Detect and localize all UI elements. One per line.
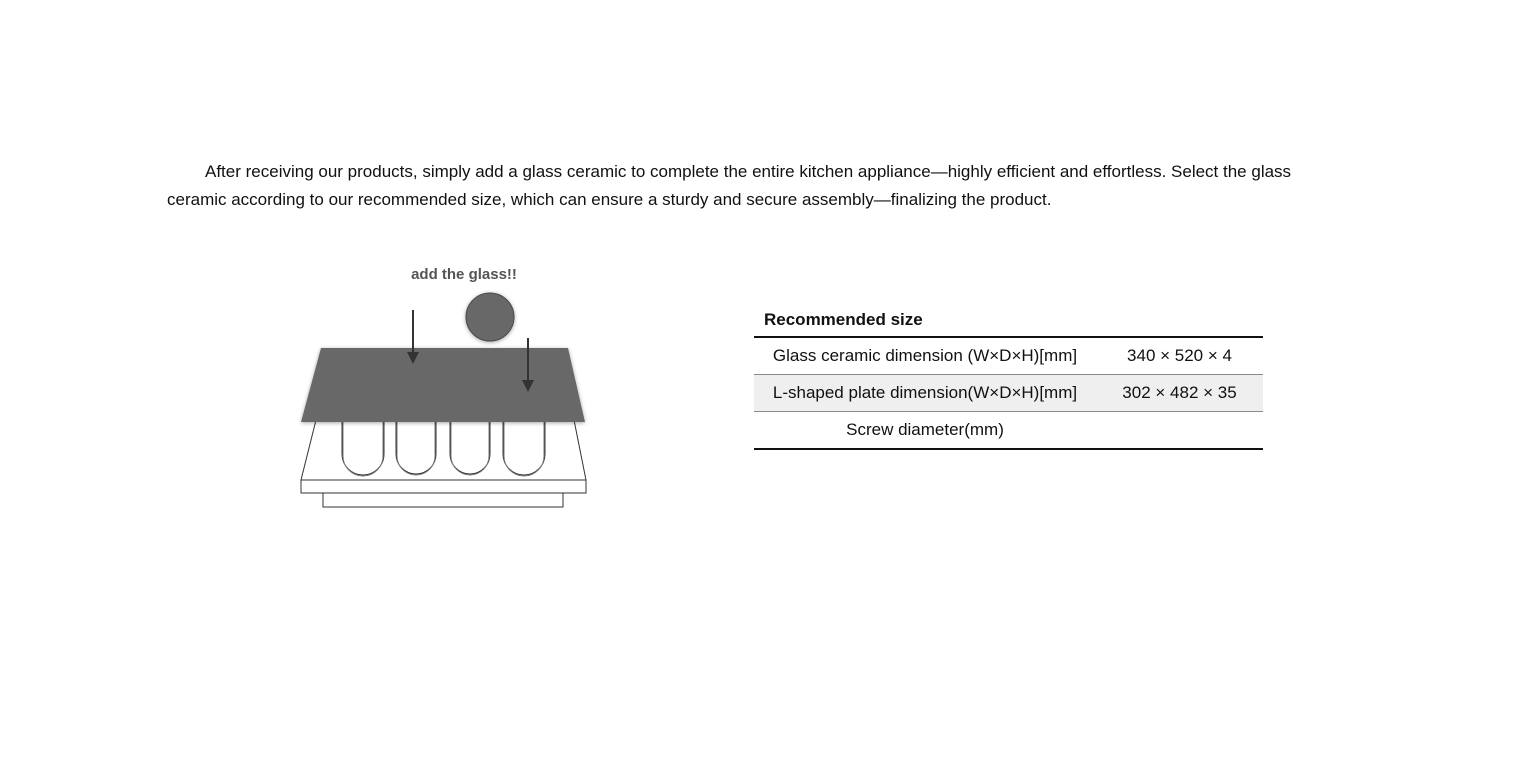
row-value	[1096, 412, 1263, 450]
heating-channel	[503, 415, 545, 475]
table-row	[754, 412, 1263, 450]
intro-paragraph: After receiving our products, simply add a glass ceramic to complete the entire kitchen appliance—highly efficient and effortless. Select the glass ceramic according to our recommended size, which can ensure a sturdy and secure assembly—finalizing the product.	[167, 162, 1292, 209]
table-row	[754, 337, 1263, 375]
glass-assembly-illustration	[296, 260, 596, 520]
heating-channel	[396, 415, 436, 474]
table-row	[754, 375, 1263, 412]
heating-channel	[450, 415, 490, 474]
row-value: 340 × 520 × 4	[1096, 337, 1263, 375]
row-label: Glass ceramic dimension (W×D×H)[mm]	[754, 337, 1096, 375]
recommended-size-table	[754, 310, 1263, 450]
round-glass-piece	[466, 293, 514, 341]
row-value: 302 × 482 × 35	[1096, 375, 1263, 412]
row-label: L-shaped plate dimension(W×D×H)[mm]	[754, 375, 1096, 412]
glass-assembly-diagram	[296, 260, 596, 520]
tray-rim	[301, 480, 586, 493]
row-label: Screw diameter(mm)	[754, 412, 1096, 450]
heating-channel	[342, 415, 384, 475]
base-plate	[323, 493, 563, 507]
illustration-caption: add the glass!!	[411, 266, 517, 283]
glass-ceramic-plate	[301, 348, 585, 422]
table-title: Recommended size	[764, 310, 923, 329]
